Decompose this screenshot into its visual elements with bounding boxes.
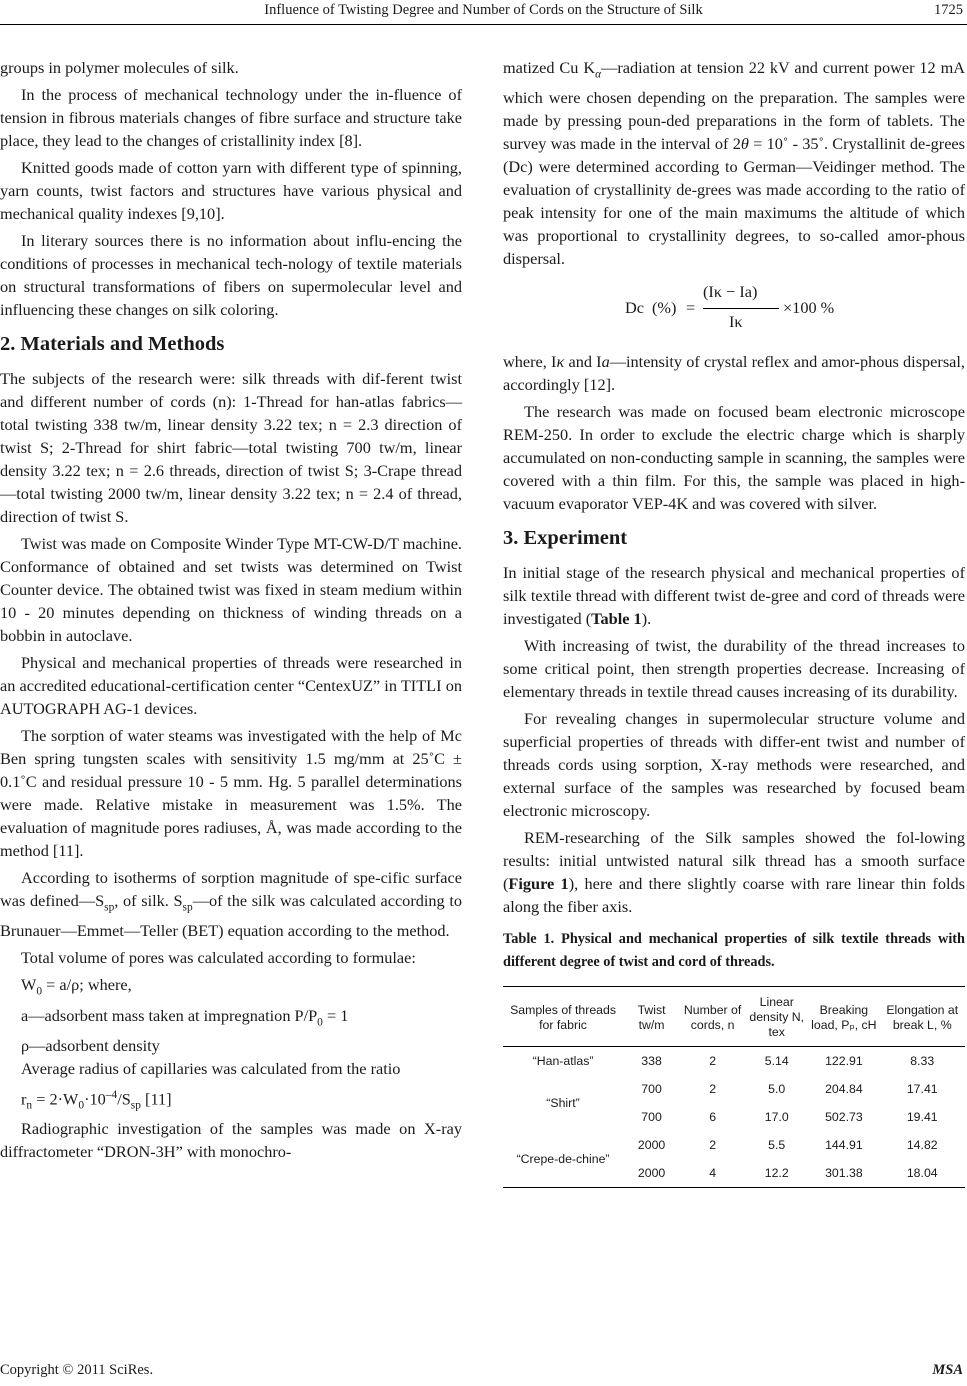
cell-density: 5.14 <box>764 1054 789 1069</box>
paragraph: where, Iκ and Ia—intensity of crystal reflex and amor-phous dispersal, accordingly [12]. <box>503 352 965 395</box>
eq-times-100: ×100 % <box>783 298 835 318</box>
table-row <box>503 1075 965 1103</box>
eq-numerator: (Iκ − Ia) <box>703 282 758 302</box>
table-row <box>503 1131 965 1159</box>
cell-cords: 2 <box>709 1054 717 1069</box>
left-column <box>0 56 462 1167</box>
cell-cords: 2 <box>709 1138 717 1153</box>
formula-adsorbent-mass: a—adsorbent mass taken at impregnation $P/P_0 = 1$ <box>21 1005 349 1028</box>
section-heading-materials-methods: 2. Materials and Methods <box>0 333 225 355</box>
cell-twist: 700 <box>641 1082 662 1097</box>
col-header-density: Linear density N, tex <box>749 995 805 1040</box>
paragraph: Knitted goods made of cotton yarn with different type of spinning, yarn counts, twist factors and structures have various physical and mechanical quality indexes [9,10]. <box>0 158 462 223</box>
cell-load: 204.84 <box>825 1082 863 1097</box>
cell-density: 5.5 <box>768 1138 786 1153</box>
header-rule <box>0 24 967 25</box>
paragraph: REM-researching of the Silk samples showed the fol-lowing results: initial untwisted natural silk thread has a smooth surface (Figure 1), here and there slightly coarse with rare linear thin folds along the fiber axis. <box>503 828 965 917</box>
cell-cords: 2 <box>709 1082 717 1097</box>
cell-cords: 6 <box>709 1110 717 1125</box>
eq-denominator: Iκ <box>729 312 743 332</box>
cell-load: 502.73 <box>825 1110 863 1125</box>
cell-load: 122.91 <box>825 1054 863 1069</box>
running-header <box>0 2 967 22</box>
paragraph: The subjects of the research were: silk threads with dif-ferent twist and different number of cords (n): 1-Thread for han-atlas fabrics—total twisting 338 tw/m, linear density 3.22 tex; n = 2.3 direction of twist S; 2-Thread for shirt fabric—total twisting 700 tw/m, linear density 3.22 tex; n = 2.6 threads, direction of twist S; 3-Crape thread—total twisting 2000 tw/m, linear density 3.22 tex; n = 2.4 of thread, direction of twist S. <box>0 369 462 526</box>
cell-elongation: 19.41 <box>906 1110 938 1125</box>
eq-percent: (%) <box>652 298 677 318</box>
figure-1-reference[interactable]: Figure 1 <box>508 874 569 894</box>
paragraph: According to isotherms of sorption magnitude of spe-cific surface was $defined—S_{sp}$, of silk. $S_{sp}—of$ the silk was calculated according to Brunauer—Emmet—Teller (BET) equation according to the method. <box>0 868 462 941</box>
table-caption: Table 1. Physical and mechanical properties of silk textile threads with different degree of twist and cord of threads. <box>503 931 965 971</box>
cell-density: 5.0 <box>768 1082 786 1097</box>
cell-density: 12.2 <box>764 1166 789 1181</box>
cell-sample: “Crepe-de-chine” <box>516 1152 610 1167</box>
formula-w0: $W_0 = a/\rho$; where, <box>21 975 132 998</box>
col-header-samples: Samples of threads for fabric <box>510 1002 617 1032</box>
cell-density: 17.0 <box>764 1110 789 1125</box>
col-header-breaking-load: Breaking load, Pₚ, cH <box>811 1002 877 1032</box>
paragraph: Physical and mechanical properties of threads were researched in an accredited educational-certification center “CentexUZ” in TITLI on AUTOGRAPH AG-1 devices. <box>0 653 462 718</box>
crystallinity-equation <box>503 278 965 340</box>
page-number: 1725 <box>934 2 963 18</box>
paragraph: groups in polymer molecules of silk. <box>0 58 239 77</box>
paragraph: In initial stage of the research physical and mechanical properties of silk textile thread with different twist de-gree and cord of threads were investigated (Table 1). <box>503 563 965 629</box>
cell-twist: 2000 <box>637 1166 666 1181</box>
section-heading-experiment: 3. Experiment <box>503 527 628 550</box>
cell-sample: “Shirt” <box>546 1096 580 1111</box>
cell-elongation: 8.33 <box>910 1054 935 1069</box>
cell-twist: 2000 <box>637 1138 666 1153</box>
paragraph: With increasing of twist, the durability of the thread increases to some critical point, then strength properties decrease. Increasing of elementary threads in textile thread causes increasing of its durability. <box>503 636 965 702</box>
right-column <box>503 56 965 1188</box>
properties-table <box>503 986 965 1188</box>
cell-elongation: 18.04 <box>906 1166 938 1181</box>
journal-abbreviation: MSA <box>932 1362 963 1378</box>
formula-radius: $r_n = 2\cdot W_0\cdot 10^{-4}/S_{sp}$ [11] <box>21 1088 172 1112</box>
running-title: Influence of Twisting Degree and Number of Cords on the Structure of Silk <box>264 2 703 18</box>
cell-twist: 700 <box>641 1110 662 1125</box>
table-1-reference[interactable]: Table 1 <box>591 609 642 629</box>
col-header-elongation: Elongation at break L, % <box>886 1002 959 1032</box>
paragraph: In the process of mechanical technology under the in-fluence of tension in fibrous materials changes of fibre surface and structure take place, they lead to the changes of cristallinity index [8]. <box>0 85 462 150</box>
eq-equals: = <box>686 298 696 318</box>
paragraph: In literary sources there is no information about influ-encing the conditions of processes in mechanical tech-nology of textile materials on structural transformations of fibers on supermolecular level and influencing these changes on silk coloring. <box>0 231 462 319</box>
eq-lhs: Dc <box>625 298 644 318</box>
paragraph: Twist was made on Composite Winder Type MT-CW-D/T machine. Conformance of obtained and set twists was determined on Twist Counter device. The obtained twist was fixed in steam medium within 10 - 20 minutes depending on thickness of winding threads on a bobbin in autoclave. <box>0 534 462 645</box>
cell-elongation: 14.82 <box>906 1138 938 1153</box>
cell-elongation: 17.41 <box>906 1082 938 1097</box>
paragraph: For revealing changes in supermolecular structure volume and superficial properties of threads with differ-ent twist and number of threads cords using sorption, X-ray methods were researched, and external surface of the samples was researched by focused beam electronic microscopy. <box>503 709 965 821</box>
eq-fraction-bar <box>703 308 779 309</box>
copyright-notice: Copyright © 2011 SciRes. <box>0 1362 154 1378</box>
paragraph: The sorption of water steams was investigated with the help of Mc Ben spring tungsten scales with sensitivity 1.5 mg/mm at 25˚C ± 0.1˚C and residual pressure 10 - 5 mm. Hg. 5 parallel determinations were made. Relative mistake in measurement was 1.5%. The evaluation of magnitude pores radiuses, Å, was made according to the method [11]. <box>0 726 462 860</box>
table-header-row <box>503 987 965 1047</box>
table-row <box>503 1047 965 1076</box>
cell-cords: 4 <box>709 1166 717 1181</box>
cell-twist: 338 <box>641 1054 662 1069</box>
col-header-twist: Twist tw/m <box>637 1002 666 1032</box>
paragraph: Average radius of capillaries was calculated from the ratio <box>21 1058 401 1078</box>
paragraph: Total volume of pores was calculated according to formulae: <box>21 948 416 968</box>
cell-sample: “Han-atlas” <box>532 1054 594 1069</box>
paragraph: Radiographic investigation of the samples was made on X-ray diffractometer “DRON-3H” with monochro- <box>0 1119 462 1162</box>
paragraph: The research was made on focused beam electronic microscope REM-250. In order to exclude the electric charge which is sharply accumulated on non-conducting sample in scanning, the samples were covered with a thin film. For this, the sample was placed in high-vacuum evaporator VEP-4K and was covered with silver. <box>503 402 965 514</box>
cell-load: 301.38 <box>825 1166 863 1181</box>
col-header-cords: Number of cords, n <box>683 1002 742 1032</box>
cell-load: 144.91 <box>825 1138 863 1153</box>
paragraph: matized Cu $K_\alpha—radiation$ at tension 22 kV and current power 12 mA which were chosen depending on the preparation. The samples were made by pressing poun-ded preparations in the form of tablets. The survey was made in the interval of 2θ = 10˚ - 35˚. Crystallinit de-grees (Dc) were determined according to German—Veidinger method. The evaluation of crystallinity de-grees was made according to the ratio of peak intensity for one of the main maximums the altitude of which was proportional to crystallinity degrees, to so-called amor-phous dispersal. <box>503 58 965 269</box>
formula-density: ρ—adsorbent density <box>21 1035 160 1055</box>
